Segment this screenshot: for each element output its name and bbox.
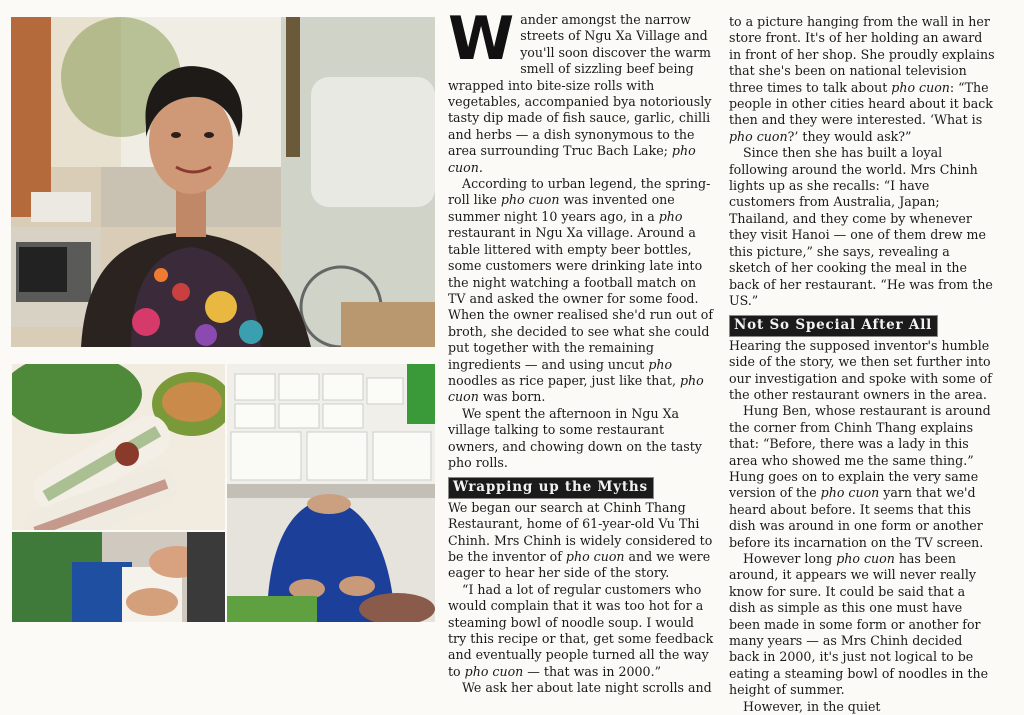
woman-preparing-food-photo [227, 364, 435, 622]
search-paragraph: We began our search at Chinh Thang Restaurant, home of 61-year-old Vu Thi Chinh. Mrs Chinh is widely considered to be the inventor of pho cuon and we were eager to hear her side of the story. [448, 499, 713, 581]
section-heading-myths: Wrapping up the Myths [448, 477, 654, 498]
cutoff-paragraph: We ask her about late night scrolls and [462, 680, 712, 696]
article-column-2 [729, 14, 995, 715]
investigation-paragraph: Hearing the supposed inventor's humble side of the story, we then set further into our investigation and spoke with some of the other restaurant owners in the area. [729, 337, 992, 402]
following-paragraph: Since then she has built a loyal following around the world. Mrs Chinh lights up as she recalls: “I have customers from Australia, Japan; Thailand, and they come by whenever they visit Hanoi — one of them drew me this picture,” she says, revealing a sketch of her cooking the meal in the back of her restaurant. “He was from the US.” [729, 145, 993, 308]
picture-paragraph: to a picture hanging from the wall in her store front. It's of her holding an award in front of her shop. She proudly explains that she's been on national television three times to talk about pho cuon: “The people in other cities heard about it back then and they were interested. ‘What is pho cuon?’ they would ask?” [729, 14, 995, 144]
cutoff-paragraph-2: However, in the quiet [743, 698, 881, 714]
wrapping-rolls-photo [12, 532, 225, 622]
intro-paragraph: ander amongst the narrow streets of Ngu Xa Village and you'll soon discover the warm smell of sizzling beef being wrapped into bite-size rolls with vegetables, accompanied bya notoriously tasty dip made of fish sauce, garlic, chilli and herbs — a dish synonymous to the area surrounding Truc Bach Lake; pho cuon. [448, 12, 712, 175]
hung-ben-paragraph: Hung Ben, whose restaurant is around the corner from Chinh Thang explains that: “Before, there was a lady in this area who showed me the same thing.” Hung goes on to explain the very same version of the pho cuon yarn that we'd heard about before. It seems that this dish was around in one form or another before its incarnation on the TV screen. [729, 403, 991, 550]
drop-cap: W [448, 4, 515, 74]
section-heading-not-special: Not So Special After All [729, 315, 938, 336]
article-column-1 [448, 4, 714, 697]
afternoon-paragraph: We spent the afternoon in Ngu Xa village talking to some restaurant owners, and chowing down on the tasty pho rolls. [448, 405, 702, 470]
legend-paragraph: According to urban legend, the spring-roll like pho cuon was invented one summer night 10 years ago, in a pho restaurant in Ngu Xa village. Around a table littered with empty beer bottles, some customers were drinking late into the night watching a football match on TV and asked the owner for some food. When the owner realised she'd run out of broth, she decided to see what she could put together with the remaining ingredients — and using uncut pho noodles as rice paper, just like that, pho cuon was born. [448, 176, 714, 405]
pho-cuon-rolls-photo [12, 364, 225, 530]
quote-paragraph: “I had a lot of regular customers who would complain that it was too hot for a steaming bowl of noodle soup. I would try this recipe or that, get some feedback and eventually people turned all the way to pho cuon — that was in 2000.” [448, 581, 714, 679]
conclusion-paragraph: However long pho cuon has been around, it appears we will never really know for sure. It could be said that a dish as simple as this one must have been made in some form or another for many years — as Mrs Chinh decided back in 2000, it's just not logical to be eating a steaming bowl of noodles in the height of summer. [729, 551, 989, 698]
owner-portrait-photo [11, 17, 435, 347]
